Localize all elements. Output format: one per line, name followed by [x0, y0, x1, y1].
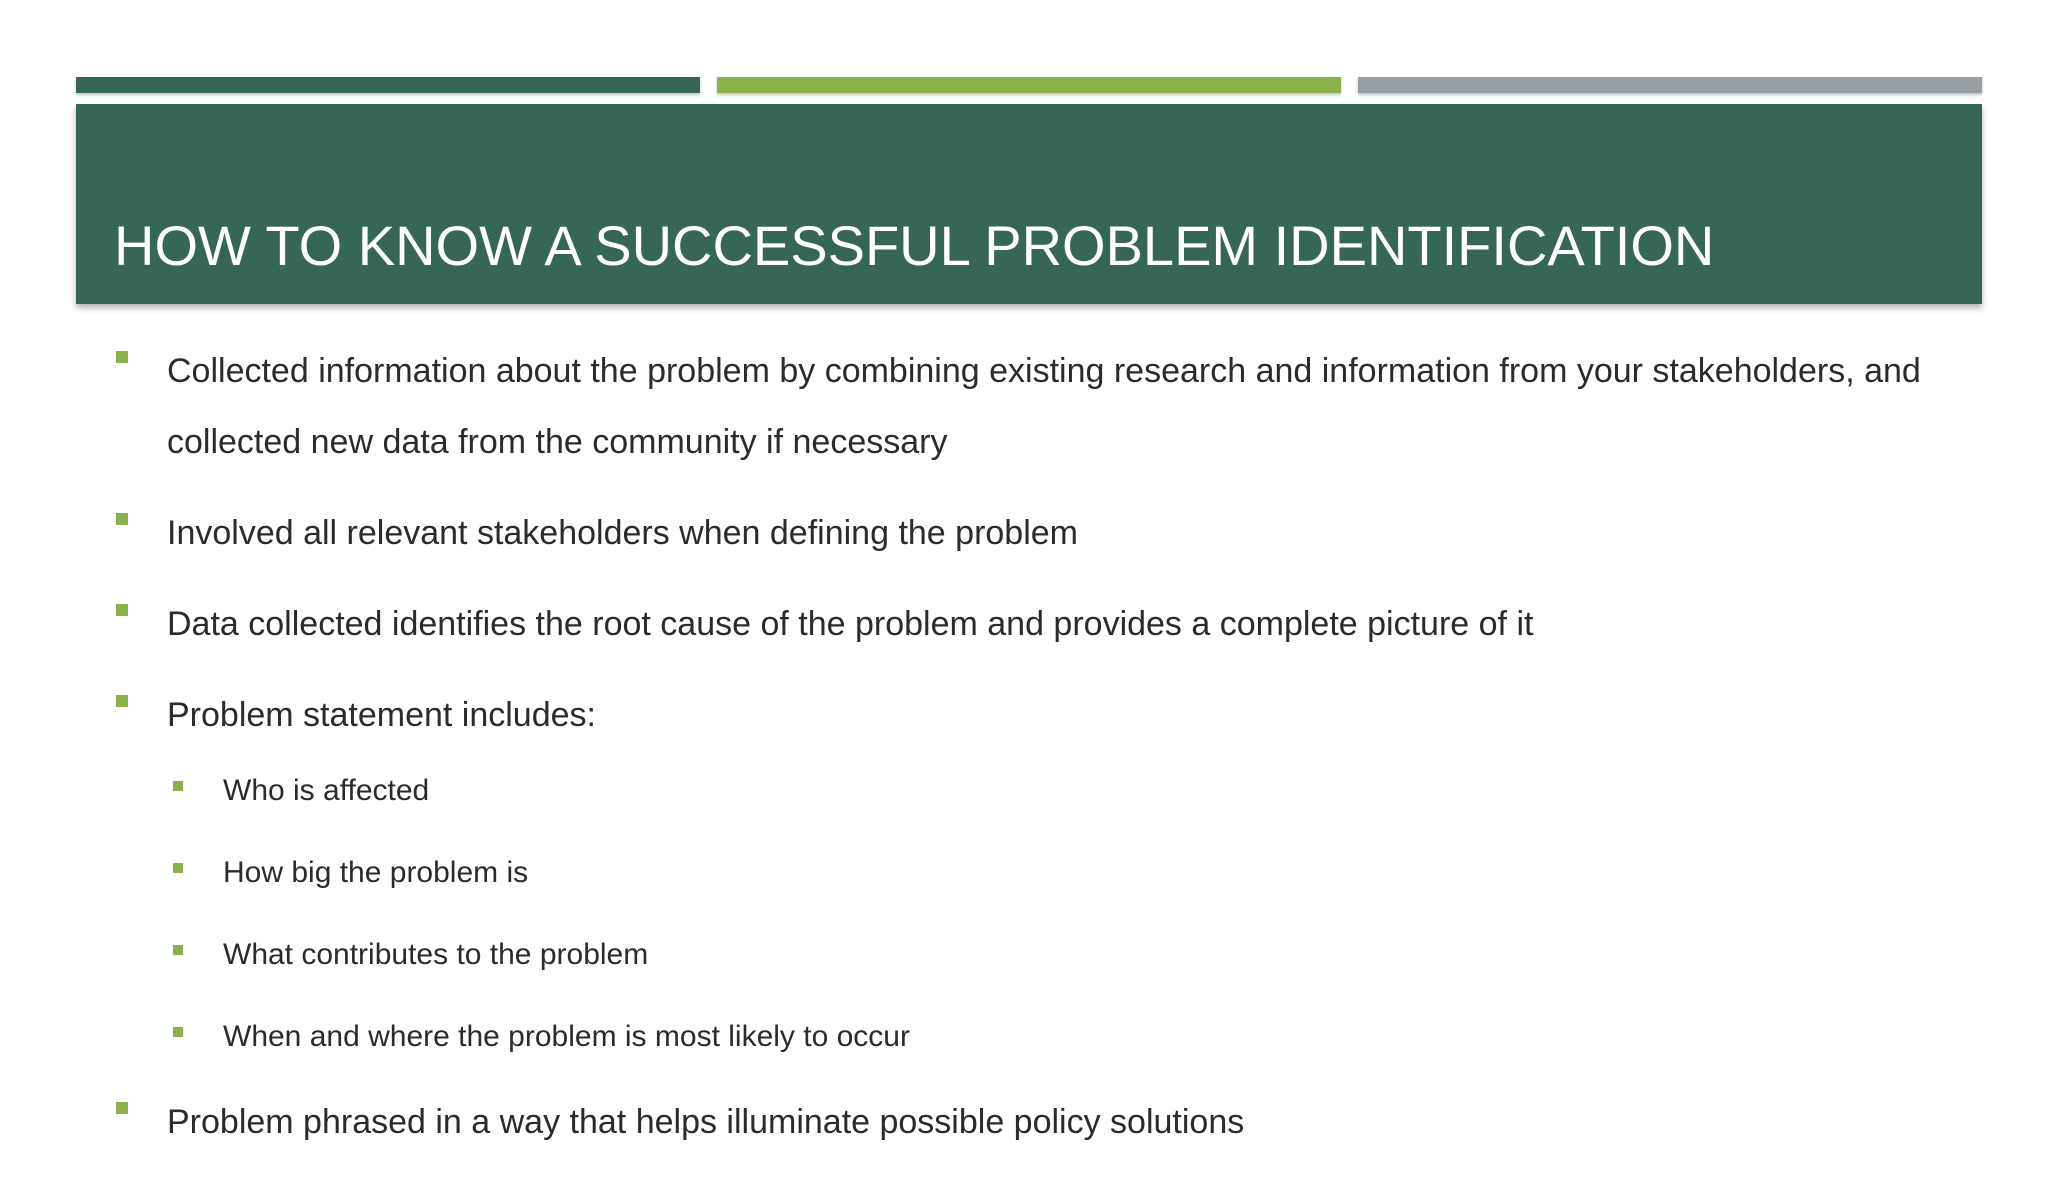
bullet-item: Problem phrased in a way that helps illuminate possible policy solutions	[114, 1087, 1974, 1158]
sub-bullet-item: Who is affected	[171, 767, 1974, 815]
sub-bullet-container	[167, 767, 1974, 1061]
bullet-item: Collected information about the problem by combining existing research and information from your stakeholders, and collected new data from the community if necessary	[114, 336, 1974, 478]
bullet-list	[114, 336, 1974, 1178]
sub-bullet-item: How big the problem is	[171, 849, 1974, 897]
slide-title: HOW TO KNOW A SUCCESSFUL PROBLEM IDENTIFICATION	[114, 214, 1715, 277]
sub-bullet-item: When and where the problem is most likely to occur	[171, 1013, 1974, 1061]
bullet-item: Data collected identifies the root cause of the problem and provides a complete picture of it	[114, 589, 1974, 660]
bullet-item: Involved all relevant stakeholders when defining the problem	[114, 498, 1974, 569]
title-band	[76, 104, 1982, 304]
accent-bar-dark-green	[76, 77, 700, 93]
sub-bullet-list	[171, 767, 1974, 1061]
bullet-item-label: Problem statement includes:	[167, 696, 596, 734]
sub-bullet-item: What contributes to the problem	[171, 931, 1974, 979]
accent-bar-gray	[1358, 77, 1982, 93]
bullet-item	[114, 680, 1974, 1061]
accent-bar-light-green	[717, 77, 1341, 93]
